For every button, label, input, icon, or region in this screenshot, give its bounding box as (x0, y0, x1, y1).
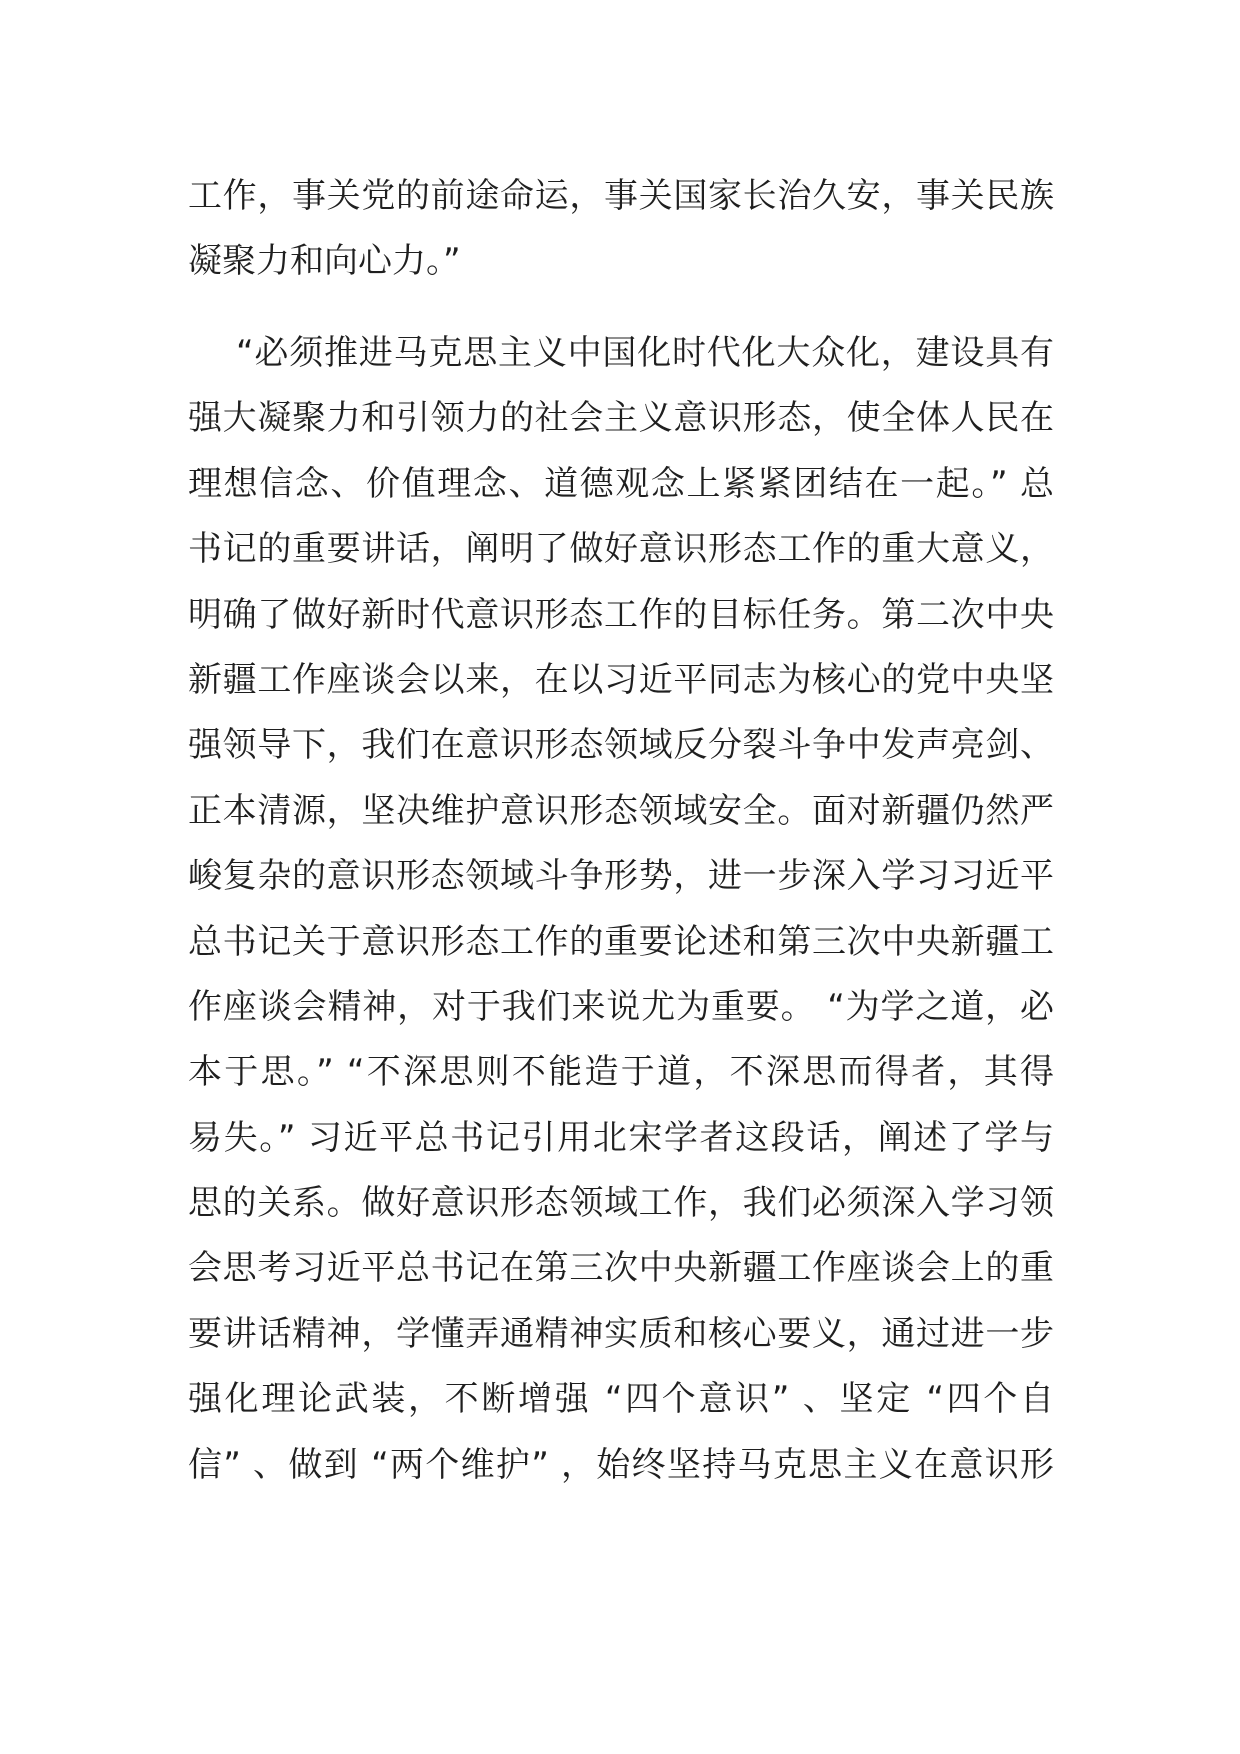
paragraph-2-line-6: 新疆工作座谈会以来，在以习近平同志为核心的党中央坚 (188, 659, 1054, 700)
paragraph-1-line-2: 凝聚力和向心力。” (188, 241, 461, 282)
paragraph-2-line-4: 书记的重要讲话，阐明了做好意识形态工作的重大意义， (188, 529, 1054, 570)
paragraph-2-line-3: 理想信念、价值理念、道德观念上紧紧团结在一起。” 总 (188, 463, 1054, 504)
paragraph-2-line-13: 易失。” 习近平总书记引用北宋学者这段话，阐述了学与 (188, 1117, 1054, 1158)
paragraph-2-line-9: 峻复杂的意识形态领域斗争形势，进一步深入学习习近平 (188, 856, 1054, 897)
paragraph-2-line-15: 会思考习近平总书记在第三次中央新疆工作座谈会上的重 (188, 1248, 1054, 1289)
paragraph-2-line-12: 本于思。” “不深思则不能造于道，不深思而得者，其得 (188, 1052, 1054, 1093)
paragraph-1-line-1: 工作，事关党的前途命运，事关国家长治久安，事关民族 (188, 176, 1054, 216)
paragraph-2 (188, 321, 1054, 1498)
paragraph-2-line-18: 信” 、做到 “两个维护” ，始终坚持马克思主义在意识形 (188, 1444, 1054, 1485)
paragraph-2-line-8: 正本清源，坚决维护意识形态领域安全。面对新疆仍然严 (188, 790, 1054, 831)
paragraph-2-line-5: 明确了做好新时代意识形态工作的目标任务。第二次中央 (188, 594, 1054, 635)
paragraph-2-line-2: 强大凝聚力和引领力的社会主义意识形态，使全体人民在 (188, 398, 1054, 439)
paragraph-2-line-10: 总书记关于意识形态工作的重要论述和第三次中央新疆工 (188, 921, 1054, 962)
paragraph-2-line-1: “必须推进马克思主义中国化时代化大众化，建设具有 (236, 333, 1054, 373)
paragraph-2-line-16: 要讲话精神，学懂弄通精神实质和核心要义，通过进一步 (188, 1313, 1054, 1354)
paragraph-2-line-17: 强化理论武装，不断增强 “四个意识” 、坚定 “四个自 (188, 1379, 1054, 1420)
paragraph-1 (188, 164, 1054, 295)
paragraph-2-line-14: 思的关系。做好意识形态领域工作，我们必须深入学习领 (188, 1183, 1054, 1224)
paragraph-2-line-11: 作座谈会精神，对于我们来说尤为重要。 “为学之道，必 (188, 986, 1054, 1027)
paragraph-2-line-7: 强领导下，我们在意识形态领域反分裂斗争中发声亮剑、 (188, 725, 1054, 766)
